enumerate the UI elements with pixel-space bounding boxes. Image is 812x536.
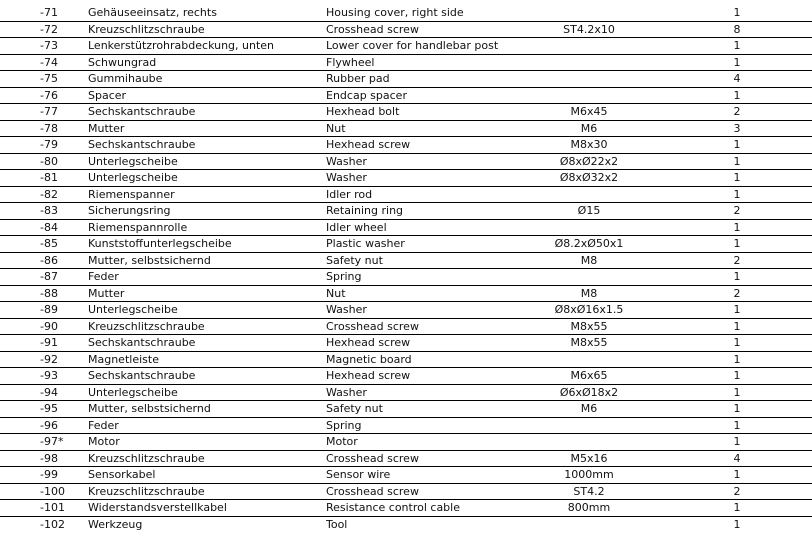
german-name: Riemenspannrolle bbox=[88, 219, 326, 236]
specification bbox=[516, 186, 662, 203]
english-name: Tool bbox=[326, 517, 348, 531]
table-row bbox=[0, 137, 812, 154]
table-row bbox=[0, 384, 812, 401]
part-number: -93 bbox=[0, 368, 88, 385]
quantity: 2 bbox=[662, 104, 812, 121]
quantity: 1 bbox=[662, 434, 812, 451]
specification bbox=[516, 5, 662, 21]
quantity: 1 bbox=[662, 219, 812, 236]
table-row bbox=[0, 285, 812, 302]
table-row bbox=[0, 38, 812, 55]
english-name: Washer bbox=[326, 170, 516, 187]
table-row bbox=[0, 153, 812, 170]
german-name: Gummihaube bbox=[88, 71, 326, 88]
english-name: Spring bbox=[326, 417, 516, 434]
quantity: 1 bbox=[662, 351, 812, 368]
quantity: 1 bbox=[662, 87, 812, 104]
german-name: Sicherungsring bbox=[88, 203, 326, 220]
table-row bbox=[0, 54, 812, 71]
quantity: 1 bbox=[662, 269, 812, 286]
table-row bbox=[0, 219, 812, 236]
german-name: Feder bbox=[88, 269, 326, 286]
quantity: 1 bbox=[662, 467, 812, 484]
part-number: -88 bbox=[0, 285, 88, 302]
specification: M6 bbox=[516, 401, 662, 418]
english-name: Spring bbox=[326, 269, 516, 286]
quantity: 1 bbox=[662, 54, 812, 71]
english-name: Crosshead screw bbox=[326, 483, 516, 500]
english-name: Flywheel bbox=[326, 54, 516, 71]
specification: M8x55 bbox=[516, 335, 662, 352]
german-name: Gehäuseeinsatz, rechts bbox=[88, 5, 326, 21]
german-name: Sechskantschraube bbox=[88, 335, 326, 352]
part-number: -92 bbox=[0, 351, 88, 368]
table-row bbox=[0, 252, 812, 269]
quantity: 4 bbox=[662, 71, 812, 88]
part-number: -82 bbox=[0, 186, 88, 203]
part-number: -79 bbox=[0, 137, 88, 154]
quantity: 1 bbox=[662, 302, 812, 319]
part-number: -87 bbox=[0, 269, 88, 286]
table-row bbox=[0, 351, 812, 368]
english-name: Washer bbox=[326, 302, 516, 319]
table-row bbox=[0, 236, 812, 253]
part-number: -74 bbox=[0, 54, 88, 71]
table-row bbox=[0, 450, 812, 467]
english-name: Sensor wire bbox=[326, 467, 516, 484]
part-number: -83 bbox=[0, 203, 88, 220]
quantity: 1 bbox=[662, 368, 812, 385]
quantity: 1 bbox=[662, 170, 812, 187]
english-name: Crosshead screw bbox=[326, 21, 516, 38]
english-name: Nut bbox=[326, 285, 516, 302]
specification bbox=[516, 71, 662, 88]
part-number: -100 bbox=[0, 483, 88, 500]
quantity: 2 bbox=[662, 252, 812, 269]
german-name: Werkzeug bbox=[88, 517, 143, 531]
quantity: 2 bbox=[662, 203, 812, 220]
part-number: -86 bbox=[0, 252, 88, 269]
table-row bbox=[0, 368, 812, 385]
table-row bbox=[0, 500, 812, 517]
part-number: -94 bbox=[0, 384, 88, 401]
table-row bbox=[0, 401, 812, 418]
part-number: -99 bbox=[0, 467, 88, 484]
english-name: Safety nut bbox=[326, 252, 516, 269]
quantity: 1 bbox=[662, 401, 812, 418]
table-row bbox=[0, 87, 812, 104]
parts-list-body bbox=[0, 5, 812, 532]
specification bbox=[516, 351, 662, 368]
german-name: Kreuzschlitzschraube bbox=[88, 21, 326, 38]
part-number: -97* bbox=[0, 434, 88, 451]
specification: M8x30 bbox=[516, 137, 662, 154]
english-name: Crosshead screw bbox=[326, 450, 516, 467]
part-number: -101 bbox=[0, 500, 88, 517]
quantity: 1 bbox=[662, 186, 812, 203]
part-number: -96 bbox=[0, 417, 88, 434]
german-name: Sechskantschraube bbox=[88, 104, 326, 121]
german-name: Spacer bbox=[88, 87, 326, 104]
part-number: -76 bbox=[0, 87, 88, 104]
english-name: Hexhead screw bbox=[326, 335, 516, 352]
english-name: Endcap spacer bbox=[326, 87, 516, 104]
part-number: -89 bbox=[0, 302, 88, 319]
quantity: 1 bbox=[662, 5, 812, 21]
quantity: 1 bbox=[662, 500, 812, 517]
specification: 800mm bbox=[516, 500, 662, 517]
german-name: Kreuzschlitzschraube bbox=[88, 483, 326, 500]
german-name: Sechskantschraube bbox=[88, 137, 326, 154]
quantity: 1 bbox=[662, 335, 812, 352]
specification: Ø8xØ16x1.5 bbox=[516, 302, 662, 319]
german-name: Unterlegscheibe bbox=[88, 384, 326, 401]
quantity: 1 bbox=[662, 236, 812, 253]
specification: Ø15 bbox=[516, 203, 662, 220]
specification bbox=[516, 38, 662, 55]
quantity: 1 bbox=[662, 318, 812, 335]
table-row bbox=[0, 120, 812, 137]
table-row bbox=[0, 104, 812, 121]
specification: ST4.2x10 bbox=[516, 21, 662, 38]
specification bbox=[516, 87, 662, 104]
quantity: 1 bbox=[733, 517, 741, 531]
english-name: Plastic washer bbox=[326, 236, 516, 253]
german-name: Kunststoffunterlegscheibe bbox=[88, 236, 326, 253]
part-number: -84 bbox=[0, 219, 88, 236]
german-name: Magnetleiste bbox=[88, 351, 326, 368]
table-row bbox=[0, 203, 812, 220]
german-name: Kreuzschlitzschraube bbox=[88, 450, 326, 467]
specification bbox=[516, 516, 662, 532]
part-number: -102 bbox=[40, 517, 65, 531]
english-name: Washer bbox=[326, 384, 516, 401]
part-number: -95 bbox=[0, 401, 88, 418]
german-name: Unterlegscheibe bbox=[88, 170, 326, 187]
table-row bbox=[0, 71, 812, 88]
english-name: Washer bbox=[326, 153, 516, 170]
english-name: Magnetic board bbox=[326, 351, 516, 368]
english-name: Motor bbox=[326, 434, 516, 451]
part-number: -72 bbox=[0, 21, 88, 38]
english-name: Housing cover, right side bbox=[326, 5, 516, 21]
part-number: -91 bbox=[0, 335, 88, 352]
english-name: Hexhead screw bbox=[326, 368, 516, 385]
part-number: -85 bbox=[0, 236, 88, 253]
german-name: Feder bbox=[88, 417, 326, 434]
table-row bbox=[0, 186, 812, 203]
german-name: Unterlegscheibe bbox=[88, 302, 326, 319]
quantity: 3 bbox=[662, 120, 812, 137]
specification: Ø8xØ32x2 bbox=[516, 170, 662, 187]
english-name: Crosshead screw bbox=[326, 318, 516, 335]
specification bbox=[516, 269, 662, 286]
part-number: -80 bbox=[0, 153, 88, 170]
english-name: Rubber pad bbox=[326, 71, 516, 88]
specification: Ø8.2xØ50x1 bbox=[516, 236, 662, 253]
german-name: Riemenspanner bbox=[88, 186, 326, 203]
german-name: Lenkerstützrohrabdeckung, unten bbox=[88, 38, 326, 55]
table-row bbox=[0, 170, 812, 187]
parts-list-table bbox=[0, 5, 812, 532]
table-row bbox=[0, 5, 812, 21]
specification: 1000mm bbox=[516, 467, 662, 484]
part-number: -98 bbox=[0, 450, 88, 467]
quantity: 1 bbox=[662, 38, 812, 55]
part-number: -78 bbox=[0, 120, 88, 137]
english-name: Nut bbox=[326, 120, 516, 137]
table-row bbox=[0, 318, 812, 335]
specification: ST4.2 bbox=[516, 483, 662, 500]
quantity: 2 bbox=[662, 483, 812, 500]
specification: M6 bbox=[516, 120, 662, 137]
german-name: Sechskantschraube bbox=[88, 368, 326, 385]
specification bbox=[516, 54, 662, 71]
specification bbox=[516, 434, 662, 451]
german-name: Sensorkabel bbox=[88, 467, 326, 484]
part-number: -90 bbox=[0, 318, 88, 335]
specification bbox=[516, 417, 662, 434]
english-name: Idler rod bbox=[326, 186, 516, 203]
english-name: Safety nut bbox=[326, 401, 516, 418]
table-row bbox=[0, 483, 812, 500]
specification bbox=[516, 219, 662, 236]
german-name: Motor bbox=[88, 434, 326, 451]
quantity: 1 bbox=[662, 153, 812, 170]
german-name: Mutter bbox=[88, 120, 326, 137]
german-name: Kreuzschlitzschraube bbox=[88, 318, 326, 335]
specification: M8x55 bbox=[516, 318, 662, 335]
specification: M5x16 bbox=[516, 450, 662, 467]
table-row bbox=[0, 269, 812, 286]
specification: Ø8xØ22x2 bbox=[516, 153, 662, 170]
part-number: -73 bbox=[0, 38, 88, 55]
table-row bbox=[0, 516, 812, 532]
english-name: Lower cover for handlebar post bbox=[326, 38, 516, 55]
german-name: Schwungrad bbox=[88, 54, 326, 71]
german-name: Unterlegscheibe bbox=[88, 153, 326, 170]
table-row bbox=[0, 302, 812, 319]
quantity: 1 bbox=[662, 417, 812, 434]
table-row bbox=[0, 335, 812, 352]
quantity: 2 bbox=[662, 285, 812, 302]
german-name: Mutter, selbstsichernd bbox=[88, 401, 326, 418]
german-name: Mutter, selbstsichernd bbox=[88, 252, 326, 269]
specification: Ø6xØ18x2 bbox=[516, 384, 662, 401]
quantity: 4 bbox=[662, 450, 812, 467]
quantity: 1 bbox=[662, 384, 812, 401]
english-name: Hexhead screw bbox=[326, 137, 516, 154]
english-name: Retaining ring bbox=[326, 203, 516, 220]
english-name: Hexhead bolt bbox=[326, 104, 516, 121]
part-number: -81 bbox=[0, 170, 88, 187]
german-name: Widerstandsverstellkabel bbox=[88, 500, 326, 517]
part-number: -75 bbox=[0, 71, 88, 88]
english-name: Idler wheel bbox=[326, 219, 516, 236]
quantity: 1 bbox=[662, 137, 812, 154]
specification: M8 bbox=[516, 285, 662, 302]
specification: M6x45 bbox=[516, 104, 662, 121]
table-row bbox=[0, 21, 812, 38]
specification: M8 bbox=[516, 252, 662, 269]
specification: M6x65 bbox=[516, 368, 662, 385]
german-name: Mutter bbox=[88, 285, 326, 302]
english-name: Resistance control cable bbox=[326, 500, 516, 517]
part-number: -71 bbox=[0, 5, 88, 21]
part-number: -77 bbox=[0, 104, 88, 121]
table-row bbox=[0, 417, 812, 434]
table-row bbox=[0, 467, 812, 484]
table-row bbox=[0, 434, 812, 451]
quantity: 8 bbox=[662, 21, 812, 38]
